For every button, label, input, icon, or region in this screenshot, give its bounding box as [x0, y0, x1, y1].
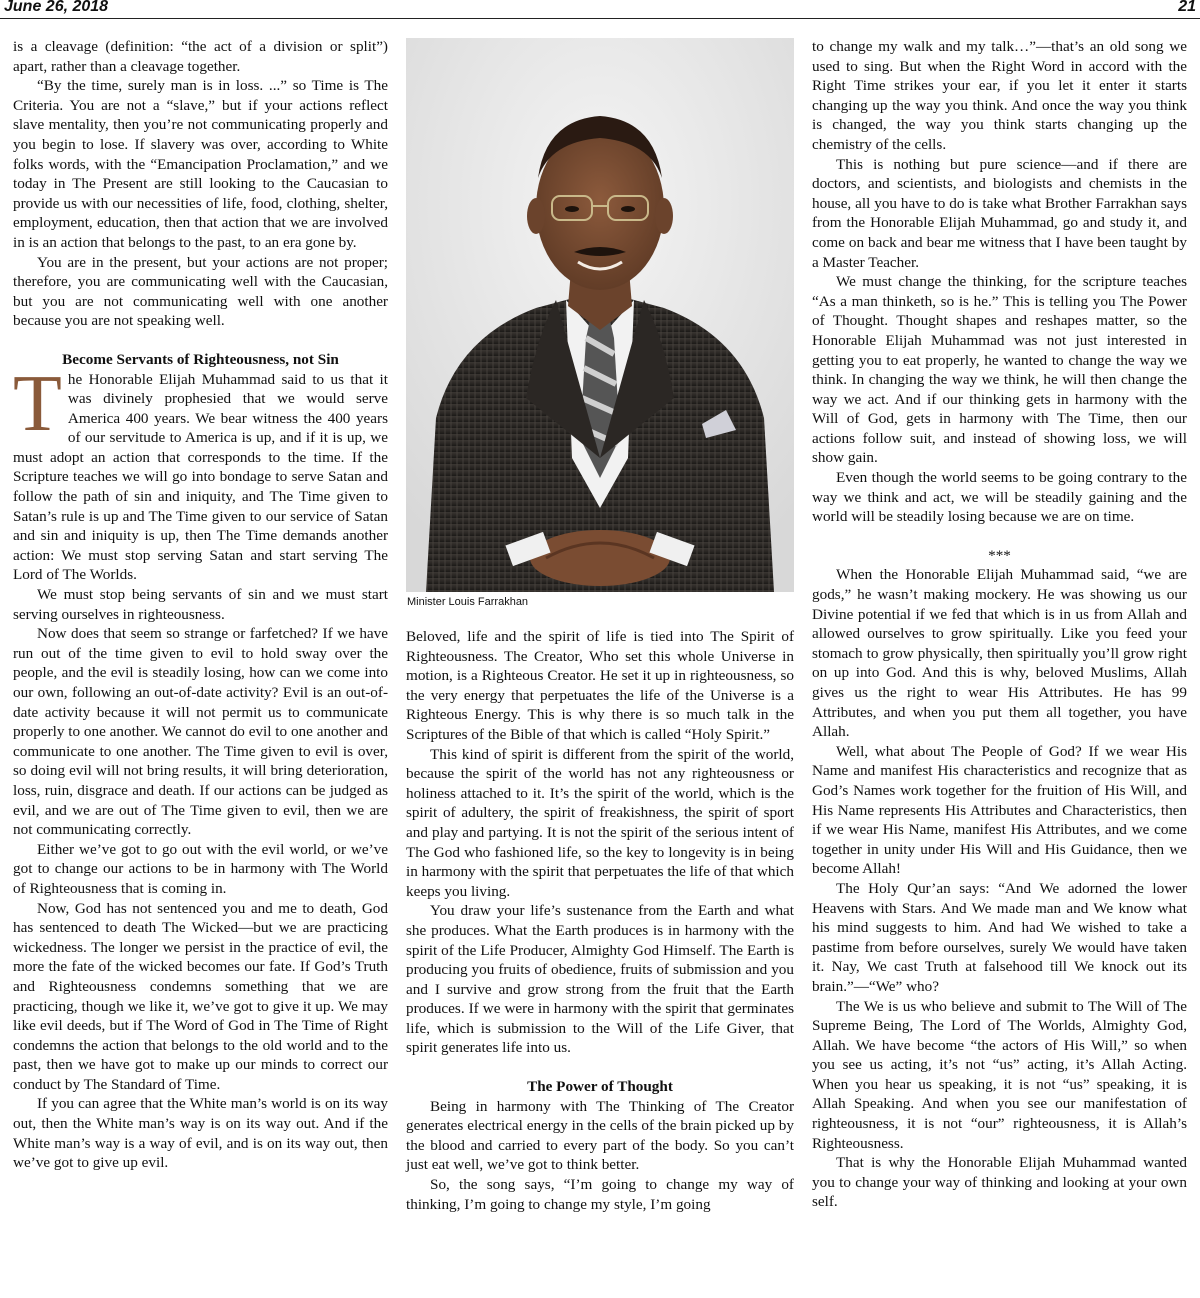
paragraph: This kind of spirit is different from the spirit of the world, because the spirit of the world has not any righteousness or holiness attached to it. It’s the spirit of the world, which is the spirit of adultery, the spirit of freakishness, the spirit of sport and play and partying. It is not the spirit of the serious intent of The God who fashioned life, so the key to longevity is in being in harmony with the spirit that perpetuates the life of that which keeps you living.: [406, 745, 794, 900]
paragraph: This is nothing but pure science—and if there are doctors, and scientists, and biologists and chemists in the house, all you have to do is take what Brother Farrakhan says from the Honorable Elijah Muhammad, go and study it, and come on back and bear me witness that I have been taught by a Master Teacher.: [812, 155, 1187, 271]
portrait-illustration: [406, 38, 794, 592]
article-column-1: [13, 37, 388, 1173]
section-heading: The Power of Thought: [527, 1078, 673, 1096]
paragraph: Now, God has not sentenced you and me to death, God has sentenced to death The Wicked—but we are practicing wickedness. The longer we persist in the practice of evil, the more the fate of the wicked becomes our fate. If God’s Truth and Righteousness condemns something that we are practicing, though we like it, we’ve got to give it up. We may like evil deeds, but if The Word of God in The Time of Right condemns the action that belongs to the old world and to the past, then we have got to make up our minds to correct our conduct by The Standard of Time.: [13, 899, 388, 1093]
section-separator: ***: [988, 546, 1011, 564]
paragraph: Being in harmony with The Thinking of The Creator generates electrical energy in the cells of the brain picked up by the blood and carried to every part of the body. So you can’t just eat well, we’ve got to think better.: [406, 1097, 794, 1174]
paragraph: So, the song says, “I’m going to change my way of thinking, I’m going to change my style, I’m going: [406, 1176, 794, 1213]
paragraph: Well, what about The People of God? If we wear His Name and manifest His characteristics and recognize that as God’s Names work together for the fruition of His Will, and His Name represents His Attributes and Characteristics, then if we wear His Name, manifest His Attributes, and we come together in unity under His Will and His Guidance, then we become Allah!: [812, 742, 1187, 878]
photo-caption: Minister Louis Farrakhan: [407, 596, 529, 608]
paragraph: You draw your life’s sustenance from the Earth and what she produces. What the Earth produces is in harmony with the spirit of the Life Producer, Almighty God Himself. The Earth is producing you fruits of obedience, fruits of submission and you and I survive and grow strong from the fruit that the Earth produces. If we were in harmony with the spirit that germinates life, which is submission to the Will of the Life Giver, that spirit generates life into us.: [406, 902, 794, 1057]
page-number: 21: [1178, 0, 1196, 15]
paragraph: We must stop being servants of sin and we must start serving ourselves in righteousness.: [13, 586, 388, 623]
portrait-photo: [406, 38, 794, 592]
paragraph: The Holy Qur’an says: “And We adorned the lower Heavens with Stars. And We made man and We know what his mind suggests to him. And had We wished to take a pastime from before ourselves, surely We would have taken it. Nay, We cast Truth at falsehood till We knock out its brain.”—“We” who?: [812, 879, 1187, 995]
paragraph: is a cleavage (definition: “the act of a division or split”) apart, rather than a cleavage together.: [13, 38, 388, 75]
paragraph: That is why the Honorable Elijah Muhammad wanted you to change your way of thinking and looking at your own self.: [812, 1154, 1187, 1211]
paragraph: Even though the world seems to be going contrary to the way we think and act, we will be steadily gaining and the world will be steadily losing because we are on time.: [812, 469, 1187, 526]
issue-date: June 26, 2018: [4, 0, 109, 15]
paragraph: You are in the present, but your actions are not proper; therefore, you are communicating well with the Caucasian, but you are not communicating well with one another because you are not speaking well.: [13, 253, 388, 330]
section-heading: Become Servants of Righteousness, not Sin: [62, 350, 339, 368]
page-header: [0, 0, 1200, 18]
paragraph: “By the time, surely man is in loss. ...” so Time is The Criteria. You are not a “slave,” but if your actions reflect slave mentality, then you’re not communicating properly and you begin to lose. If slavery was over, according to White folks words, with the “Emancipation Proclamation,” and we today in The Present are still looking to the Caucasian to provide us with our necessities of life, food, clothing, shelter, employment, education, then that action that we are involved in is an action that belongs to the past, to an era gone by.: [13, 77, 388, 251]
article-column-3: [812, 37, 1187, 1212]
paragraph: We must change the thinking, for the scripture teaches “As a man thinketh, so is he.” This is telling you The Power of Thought. Thought shapes and reshapes matter, so the Honorable Elijah Muhammad was not just interested in getting you to eat properly, he wanted to change the way we think. In changing the way we think, he will then change the way we act. And if our thinking gets in harmony with the Will of God, gets in harmony with The Time, then our actions follow suit, and instead of showing loss, we will show gain.: [812, 273, 1187, 467]
paragraph-text: he Honorable Elijah Muhammad said to us that it was divinely prophesied that we would serve America 400 years. We bear witness the 400 years of our servitude to America is up, and if it is up, we must adopt an action that corresponds to the time. If the Scripture teaches we will go into bondage to serve Satan and follow the path of sin and iniquity, and The Time given to Satan’s rule is up and The Time given to our service of Satan and sin and iniquity is up, then The Time demands another action: We must stop serving Satan and start serving The Lord of The Worlds.: [13, 370, 388, 584]
article-column-2: [406, 627, 794, 1214]
paragraph: When the Honorable Elijah Muhammad said, “we are gods,” he wasn’t making mockery. He was showing us our Divine potential if we fed that which is in us from Allah and allowed ourselves to grow spiritually. Like you feed your stomach to grow physically, then spiritually you’ll grow right on up into God. And this is why, beloved Muslims, Allah gives us the right to wear His Attributes. He has 99 Attributes, and when you put them all together, you have Allah.: [812, 566, 1187, 741]
paragraph: The We is us who believe and submit to The Will of The Supreme Being, The Lord of The Worlds, Almighty God, Allah. We have become “the actors of His Will,” so when you see us acting, it’s not “us” acting, it’s Allah Acting. When you hear us speaking, it is not “us” speaking, it is Allah Speaking. And when you see our manifestation of righteousness, it is not “our” righteousness, it is Allah’s Righteousness.: [812, 997, 1187, 1152]
paragraph: If you can agree that the White man’s world is on its way out, then the White man’s way is on its way out. And if the White man’s way is a way of evil, and is on its way out, then we’ve got to give up evil.: [13, 1095, 388, 1172]
paragraph: Beloved, life and the spirit of life is tied into The Spirit of Righteousness. The Creator, Who set this whole Universe in motion, is a Righteous Creator. He set it up in righteousness, so the very energy that perpetuates the life of the Universe is a Righteous Energy. This is why there is so much talk in the Scriptures of the Bible of that which is called “Holy Spirit.”: [406, 628, 794, 743]
paragraph: Now does that seem so strange or farfetched? If we have run out of the time given to evil to hold sway over the people, and the evil is steadily losing, how can we come into our own, following an out-of-date activity? Evil is an out-of-date activity because it will not permit us to communicate properly to one another. We cannot do evil to one another and communicate to one another. The Time given to evil is over, so doing evil will not bring results, it will bring deterioration, loss, ruin, disgrace and death. If our actions can be judged as evil, and we are out of The Time given to evil, then we are not communicating correctly.: [13, 625, 388, 839]
header-rule: [0, 18, 1200, 19]
drop-cap: T: [13, 359, 62, 448]
paragraph: to change my walk and my talk…”—that’s an old song we used to sing. But when the Right Word in accord with the Right Time strikes your ear, if you let it enter it starts changing up the way you think. And once the way you think is changed, the way you think starts changing up the chemistry of the cells.: [812, 38, 1187, 153]
paragraph: Either we’ve got to go out with the evil world, or we’ve got to change our actions to be in harmony with The World of Righteousness that is coming in.: [13, 840, 388, 897]
